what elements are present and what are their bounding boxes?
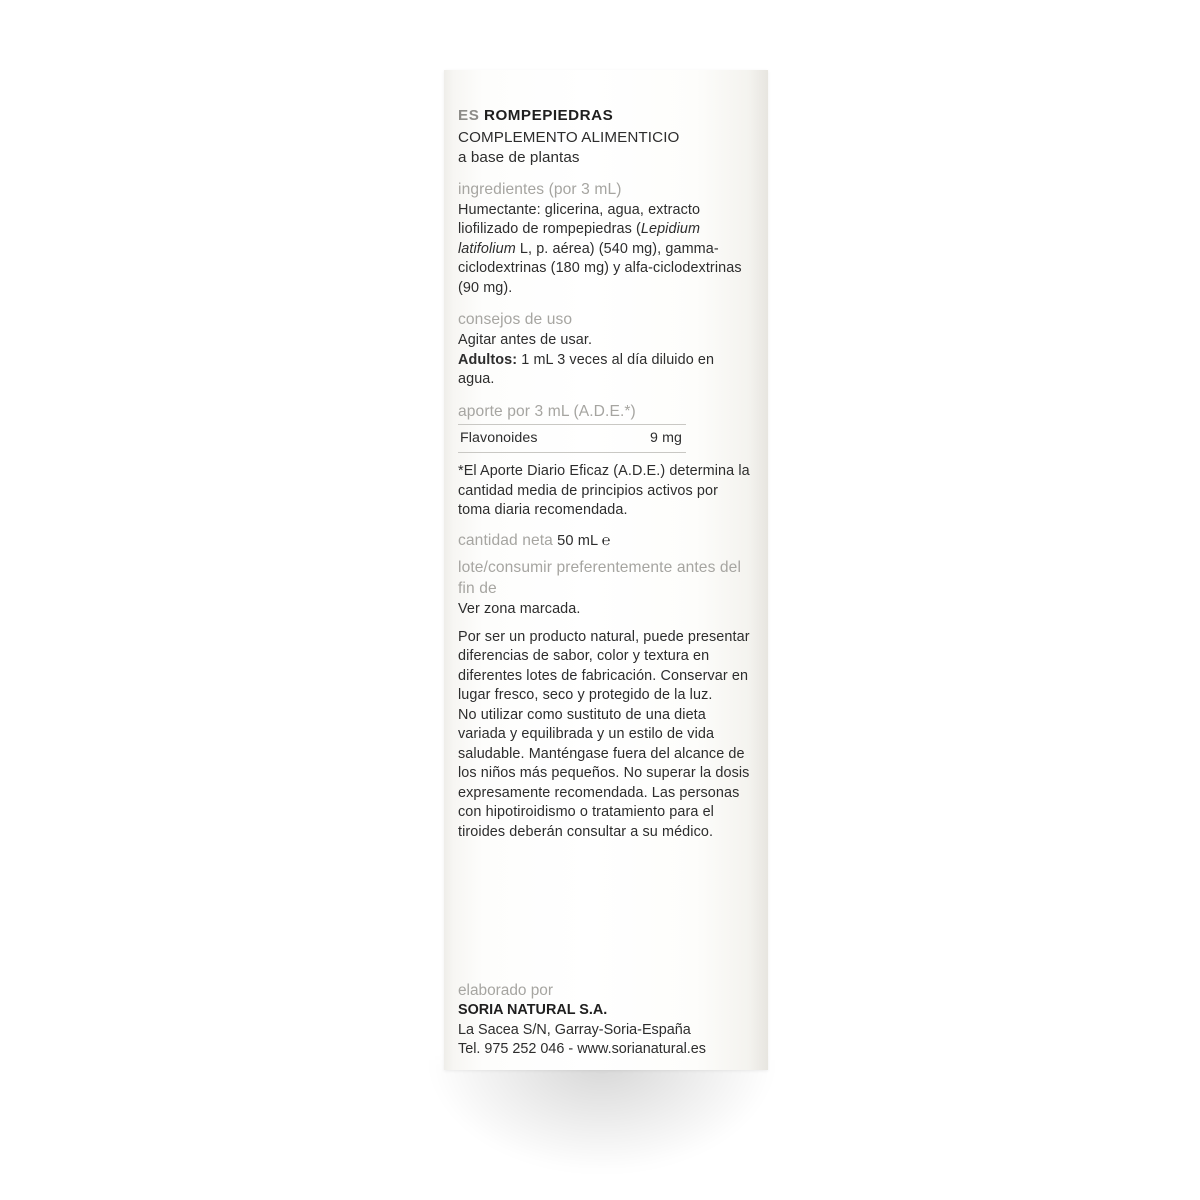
ingredients-heading: ingredientes (por 3 mL) (458, 180, 622, 198)
package-shadow (432, 1060, 772, 1170)
manufacturer-company: SORIA NATURAL S.A. (458, 1002, 608, 1018)
net-quantity-row (458, 531, 754, 552)
ingredients-text-part2: L, p. aérea) (540 mg), gamma-ciclodextrinas (180 mg) y alfa-ciclodextrinas (90 mg). (458, 240, 742, 296)
ingredients-text-part1: Humectante: glicerina, agua, extracto liofilizado de rompepiedras ( (458, 201, 701, 238)
usage-line-1: Agitar antes de usar. (458, 332, 593, 349)
package-label (458, 106, 754, 842)
net-quantity-heading: cantidad neta (458, 531, 553, 549)
product-name: ROMPEPIEDRAS (484, 107, 614, 124)
usage-adults (458, 351, 754, 390)
manufacturer-contact: Tel. 975 252 046 - www.sorianatural.es (458, 1041, 706, 1057)
ingredients-text (458, 201, 754, 299)
manufacturer-address: La Sacea S/N, Garray-Soria-España (458, 1021, 691, 1038)
language-code: ES (458, 107, 480, 124)
nutrition-heading: aporte por 3 mL (A.D.E.*) (458, 402, 636, 420)
net-quantity-value: 50 mL ℮ (557, 532, 611, 549)
usage-adults-text: 1 mL 3 veces al día diluido en agua. (458, 351, 715, 388)
usage-adults-label: Adultos: (458, 351, 518, 368)
nutrient-value: 9 mg (616, 424, 686, 453)
batch-value: Ver zona marcada. (458, 601, 581, 618)
batch-heading: lote/consumir preferentemente antes del fin de (458, 559, 742, 598)
warning-natural-product: Por ser un producto natural, puede presentar diferencias de sabor, color y textura en diferentes lotes de fabricación. Conservar en lugar fresco, seco y protegido de la luz. (458, 628, 750, 704)
category-line-1: COMPLEMENTO ALIMENTICIO (458, 128, 680, 146)
table-row (458, 424, 686, 453)
usage-heading: consejos de uso (458, 311, 573, 329)
nutrient-name: Flavonoides (458, 424, 616, 453)
manufacturer-heading: elaborado por (458, 982, 553, 999)
category-line-2: a base de plantas (458, 148, 580, 166)
product-title-row (458, 106, 754, 126)
manufacturer-block (458, 980, 754, 1060)
ade-note: *El Aporte Diario Eficaz (A.D.E.) determina la cantidad media de principios activos por toma diaria recomendada. (458, 463, 750, 519)
nutrition-table (458, 424, 686, 454)
warning-usage-advice: No utilizar como sustituto de una dieta variada y equilibrada y un estilo de vida saludable. Manténgase fuera del alcance de los niños más pequeños. No superar la dosis expresamente recomendada. Las personas con hipotiroidismo o tratamiento para el tiroides deberán consultar a su médico. (458, 706, 750, 840)
ingredients-latin-name: Lepidium latifolium (458, 221, 701, 257)
product-package (444, 70, 768, 1070)
